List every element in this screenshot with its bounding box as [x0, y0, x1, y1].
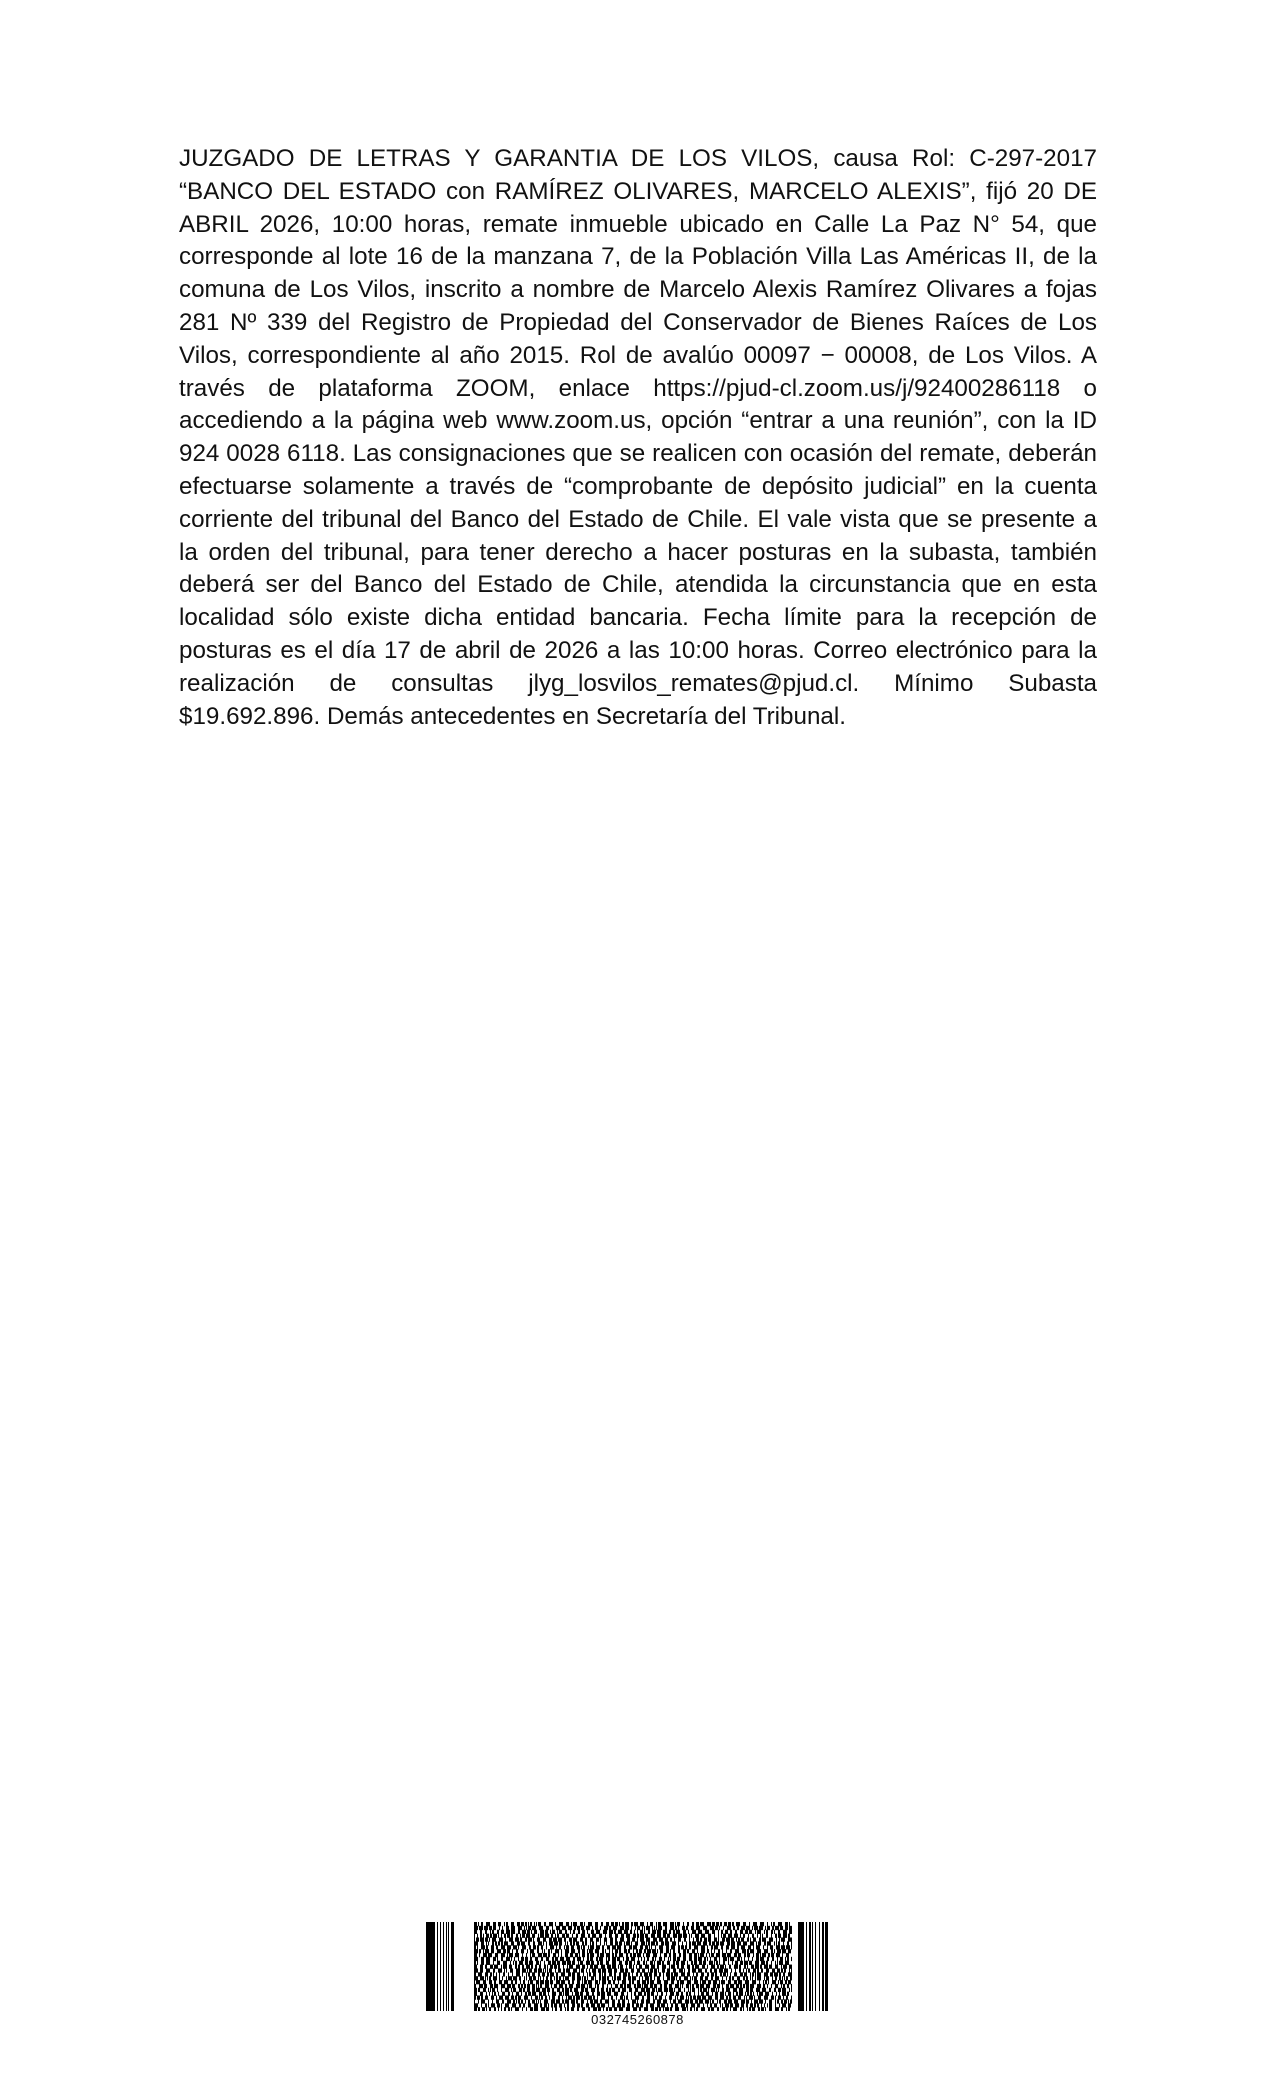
barcode-stop-pattern — [798, 1922, 828, 2011]
barcode-number: 032745260878 — [591, 2012, 684, 2027]
barcode-image — [426, 1922, 849, 2011]
auction-notice-text: JUZGADO DE LETRAS Y GARANTIA DE LOS VILOS, causa Rol: C-297-2017 “BANCO DEL ESTADO con RAMÍREZ OLIVARES, MARCELO ALEXIS”, fijó 20 DE ABRIL 2026, 10:00 horas, remate inmueble ubicado en Calle La Paz N° 54, que corresponde al lote 16 de la manzana 7, de la Población Villa Las Américas II, de la comuna de Los Vilos, inscrito a nombre de Marcelo Alexis Ramírez Olivares a fojas 281 Nº 339 del Registro de Propiedad del Conservador de Bienes Raíces de Los Vilos, correspondiente al año 2015. Rol de avalúo 00097 − 00008, de Los Vilos. A través de plataforma ZOOM, enlace https://pjud-cl.zoom.us/j/92400286118 o accediendo a la página web www.zoom.us, opción “entrar a una reunión”, con la ID 924 0028 6118. Las consignaciones que se realicen con ocasión del remate, deberán efectuarse solamente a través de “comprobante de depósito judicial” en la cuenta corriente del tribunal del Banco del Estado de Chile. El vale vista que se presente a la orden del tribunal, para tener derecho a hacer posturas en la subasta, también deberá ser del Banco del Estado de Chile, atendida la circunstancia que en esta localidad sólo existe dicha entidad bancaria. Fecha límite para la recepción de posturas es el día 17 de abril de 2026 a las 10:00 horas. Correo electrónico para la realización de consultas jlyg_losvilos_remates@pjud.cl. Mínimo Subasta $19.692.896. Demás antecedentes en Secretaría del Tribunal. — [179, 145, 1097, 730]
barcode-block — [426, 1922, 849, 2037]
